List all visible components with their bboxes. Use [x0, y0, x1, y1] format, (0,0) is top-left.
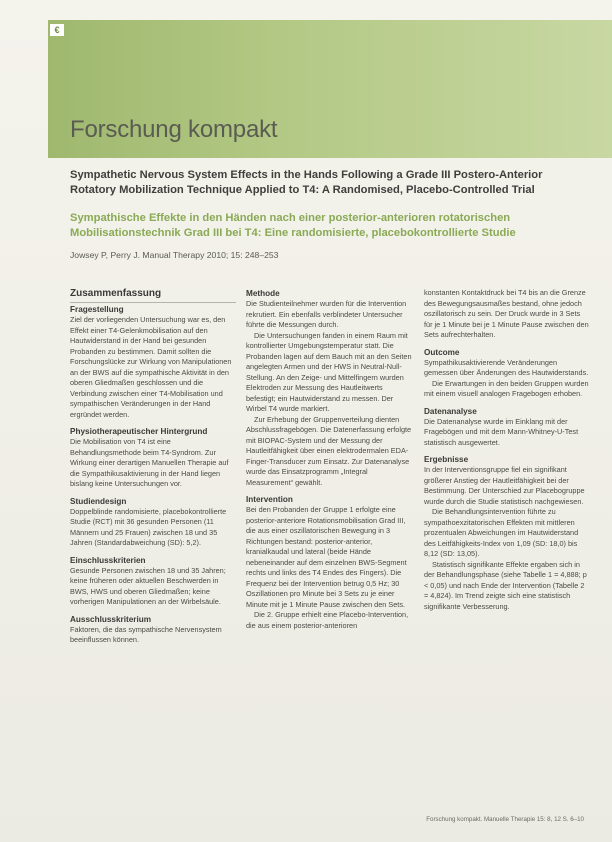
section-text-intervention: Bei den Probanden der Gruppe 1 erfolgte eine posterior-anteriore Rotationsmobilisation Grad III, die aus einer oszillatorischen Bewegung in 3 Richtungen bestand: posterior-anterior, kranialkaudal und lateral (beide Hände nebeneinander auf dem einzelnen BWS-Segment rechts und links des T4 Endes des Fingers). Die Frequenz bei der Intervention betrug 0,5 Hz; 30 Oszillationen pro Minute bei 3 Sets zu je einer Minute mit je 1 Minute Pause zwischen den Sets.	[246, 505, 407, 609]
section-text-ausschlusskriterium: Faktoren, die das sympathische Nervensystem beeinflussen können.	[70, 624, 222, 644]
section-text-intervention-cont: konstanten Kontaktdruck bei T4 bis an die Grenze des Bewegungsausmaßes bestand, ohne jedoch oszillatorisch zu sein. Der Druck wurde in 3 Sets für je 1 Minute bei je 1 Minute Pause zwischen den Sets aufrechterhalten.	[424, 288, 589, 339]
section-text-studiendesign: Doppelblinde randomisierte, placebokontrollierte Studie (RCT) mit 36 gesunden Personen (11 Männern und 25 Frauen) zwischen 18 und 35 Jahren (Standardabweichung (SD): 5,2).	[70, 506, 227, 547]
section-heading-intervention: Intervention	[246, 495, 293, 504]
section-text-hintergrund: Die Mobilisation von T4 ist eine Behandlungsmethode beim T4-Syndrom. Zur Wirkung einer derartigen Manuellen Therapie auf die Sympathikusaktivierung in der Hand liegen bislang keine Untersuchungen vor.	[70, 437, 229, 488]
article-title-german: Sympathische Effekte in den Händen nach einer posterior-anterioren rotatorischen Mobilisationstechnik Grad III bei T4: Eine randomisierte, placebokontrollierte Studie	[70, 212, 516, 239]
section-text-outcome: Sympathikusaktivierende Veränderungen gemessen über Änderungen des Hautwiderstands.	[424, 357, 589, 377]
text-column-3	[424, 288, 590, 612]
section-heading-ausschlusskriterium: Ausschlusskriterium	[70, 614, 151, 624]
section-text-methode: Die Studienteilnehmer wurden für die Intervention rekrutiert. Ein ebenfalls verblindeter Untersucher führte die Messungen durch.	[246, 299, 407, 329]
section-text-methode-3: Zur Erhebung der Gruppenverteilung dienten Abschlussfragebögen. Die Datenerfassung erfolgte mit BIOPAC-System und der Messung der Hautleitfähigkeit über einen elektrodermalen EDA-Finger-Transducer zum Einsatz. Zur Datenanalyse wurde das Einsatzprogramm „Integral Measurement“ gewählt.	[246, 414, 412, 487]
article-citation: Jowsey P, Perry J. Manual Therapy 2010; 15: 248–253	[70, 250, 279, 260]
section-title: Forschung kompakt	[70, 116, 278, 143]
abstract-heading: Zusammenfassung	[70, 288, 236, 303]
section-heading-methode: Methode	[246, 289, 280, 298]
section-text-einschlusskriterien: Gesunde Personen zwischen 18 und 35 Jahren; keine früheren oder aktuellen Beschwerden in BWS, HWS und oberen Gliedmaßen; keine vorherigen Manipulationen an der Wirbelsäule.	[70, 565, 226, 606]
section-text-fragestellung: Ziel der vorliegenden Untersuchung war es, den Effekt einer T4-Gelenkmobilisation auf den Hautwiderstand in der Hand bei gesunden Probanden zu bestimmen. Damit sollten die Forschungslücke zur Wirkung von Manipulationen an der BWS auf die sympathische Aktivität in den oberen Gliedmaßen geschlossen und die Verbindung zwischen einer T4-Mobilisation und sympathischen Veränderungen in der Hand ergründet werden.	[70, 315, 232, 419]
section-heading-hintergrund: Physiotherapeutischer Hintergrund	[70, 427, 208, 436]
section-text-methode-2: Die Untersuchungen fanden in einem Raum mit kontrollierter Umgebungstemperatur statt. Die Probanden lagen auf dem Bauch mit an den Seiten angelegten Armen und der HWS in Neutral-Null-Stellung. An den Zeige- und Mittelfingern wurden Elektroden zur Messung des Hautleitwerts befestigt; ein Hautwiderstand zu messen. Der Wirbel T4 wurde markiert.	[246, 330, 412, 413]
section-heading-fragestellung: Fragestellung	[70, 305, 124, 314]
section-text-datenanalyse: Die Datenanalyse wurde im Einklang mit der Fragebögen und mit dem Mann-Whitney-U-Test statistisch ausgewertet.	[424, 416, 579, 447]
section-heading-ergebnisse: Ergebnisse	[424, 455, 469, 464]
section-heading-datenanalyse: Datenanalyse	[424, 406, 477, 416]
section-heading-einschlusskriterien: Einschlusskriterien	[70, 555, 146, 565]
section-text-ergebnisse: In der Interventionsgruppe fiel ein signifikant größerer Anstieg der Hautleitfähigkeit bei der Bestimmung. Der Unterschied zur Placebogruppe wurde durch die Studie statistisch nachgewiesen.	[424, 465, 585, 506]
section-text-outcome-2: Die Erwartungen in den beiden Gruppen wurden mit einem visuell analogen Fragebogen erhoben.	[424, 378, 589, 398]
text-column-1	[70, 288, 236, 646]
section-text-ergebnisse-2: Die Behandlungsintervention führte zu sympathoexzitatorischen Effekten mit mittleren prozentualen Abweichungen im Hautwiderstand des Leitfähigkeits-Index von 1,09 (SD: 18,0) bis 8,12 (SD: 13,05).	[424, 507, 579, 558]
page-footer: Forschung kompakt. Manuelle Therapie 15: 8, 12 S. 6–10	[426, 816, 584, 823]
section-heading-outcome: Outcome	[424, 347, 460, 357]
section-text-ergebnisse-3: Statistisch signifikante Effekte ergaben sich in der Behandlungsphase (siehe Tabelle 1 = 4,888; p < 0,05) und nach Ende der Intervention (Tabelle 2 = 4,824). Im Trend zeigte sich eine statistisch signifikante Verbesserung.	[424, 559, 587, 611]
section-text-intervention-2: Die 2. Gruppe erhielt eine Placebo-Intervention, die aus einem posterior-anterioren	[246, 610, 409, 630]
article-title-english: Sympathetic Nervous System Effects in the Hands Following a Grade III Postero-Anterior Rotatory Mobilization Technique Applied to T4: A Randomised, Placebo-Controlled Trial	[70, 169, 543, 196]
page-marker: €	[50, 24, 64, 36]
section-heading-studiendesign: Studiendesign	[70, 496, 127, 506]
text-column-2	[246, 288, 412, 631]
